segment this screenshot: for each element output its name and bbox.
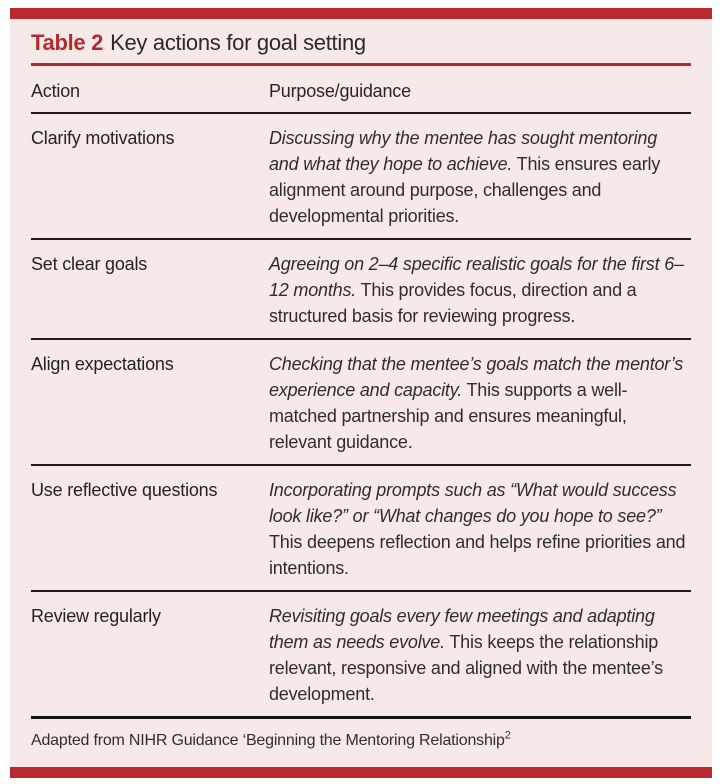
purpose-cell (269, 125, 691, 229)
purpose-lead-italic: Incorporating prompts such as “What would success look like?” or “What changes do you hope to see?” (269, 480, 677, 526)
table-row (31, 592, 691, 719)
purpose-rest: This ensures early alignment around purpose, challenges and developmental priorities. (269, 154, 661, 226)
purpose-lead-italic: Revisiting goals every few meetings and adapting them as needs evolve. (269, 606, 655, 652)
purpose-cell (269, 477, 691, 581)
action-cell: Clarify motivations (31, 128, 175, 148)
column-header-action: Action (31, 81, 80, 101)
purpose-cell (269, 251, 691, 329)
purpose-rest: This deepens reflection and helps refine priorities and intentions. (269, 532, 686, 578)
table-number-label: Table 2 (31, 30, 104, 55)
table-row (31, 466, 691, 592)
purpose-rest: This keeps the relationship relevant, responsive and aligned with the mentee’s development. (269, 632, 663, 704)
table-row (31, 240, 691, 340)
action-cell: Align expectations (31, 354, 174, 374)
table-title: Key actions for goal setting (110, 30, 366, 55)
table-row (31, 340, 691, 466)
footnote-text: Adapted from NIHR Guidance ‘Beginning the Mentoring Relationship (31, 732, 505, 749)
purpose-lead-italic: Agreeing on 2–4 specific realistic goals for the first 6–12 months. (269, 254, 684, 300)
action-cell: Review regularly (31, 606, 161, 626)
footnote (31, 719, 691, 750)
purpose-lead-italic: Discussing why the mentee has sought mentoring and what they hope to achieve. (269, 128, 658, 174)
column-header-purpose: Purpose/guidance (269, 81, 411, 101)
table-caption (31, 30, 691, 56)
action-cell: Use reflective questions (31, 480, 218, 500)
footnote-citation-superscript: 2 (504, 729, 511, 742)
column-header-row (31, 66, 691, 114)
purpose-rest: This supports a well-matched partnership and ensures meaningful, relevant guidance. (269, 380, 628, 452)
purpose-cell (269, 351, 691, 455)
purpose-rest: This provides focus, direction and a structured basis for reviewing progress. (269, 280, 637, 326)
table-row (31, 114, 691, 240)
table-panel (10, 8, 712, 778)
purpose-lead-italic: Checking that the mentee’s goals match the mentor’s experience and capacity. (269, 354, 684, 400)
action-cell: Set clear goals (31, 254, 148, 274)
purpose-cell (269, 603, 691, 707)
